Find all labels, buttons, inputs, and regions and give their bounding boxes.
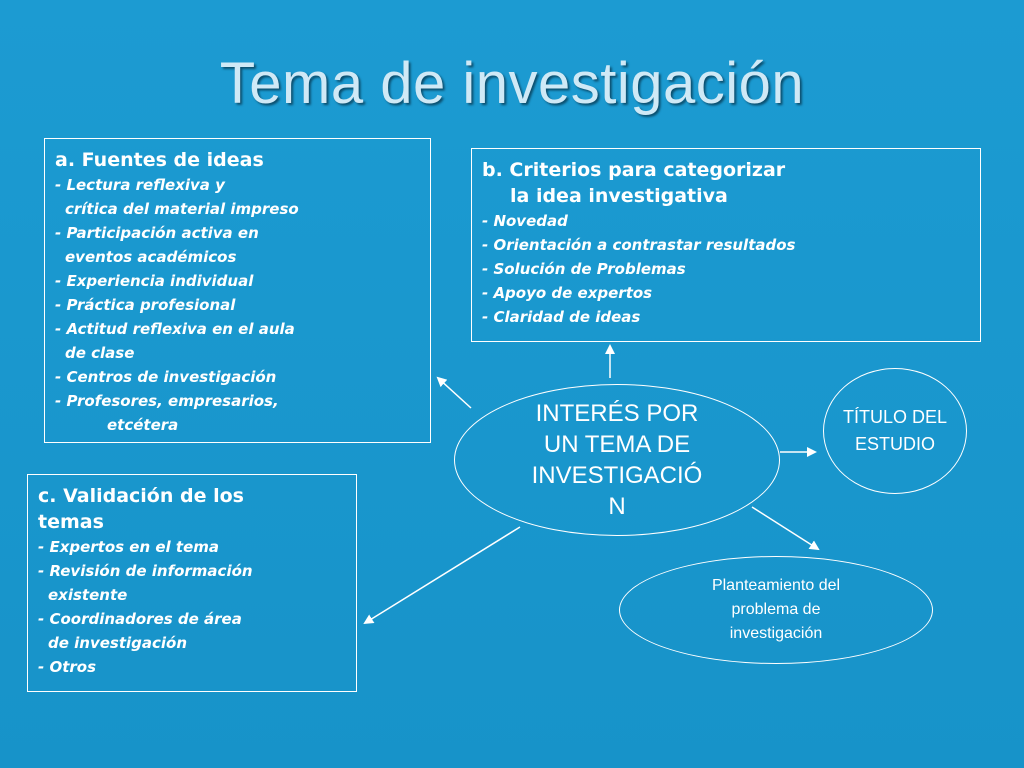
list-item: - Lectura reflexiva y xyxy=(55,176,225,194)
list-item: - Solución de Problemas xyxy=(482,260,686,278)
list-item-continuation: de investigación xyxy=(48,634,188,652)
arrow-to-planteamiento xyxy=(752,507,818,549)
arrow-to-box-c xyxy=(365,527,520,623)
box-heading-line1: c. Validación de los xyxy=(38,485,244,507)
list-item: - Experiencia individual xyxy=(55,272,254,290)
center-line4: N xyxy=(608,493,626,520)
list-item-continuation: crítica del material impreso xyxy=(65,200,299,218)
list-item-continuation: de clase xyxy=(65,344,135,362)
planteamiento-line2: problema de xyxy=(731,601,821,618)
box-heading-line1: b. Criterios para categorizar xyxy=(482,159,786,181)
list-item: - Actitud reflexiva en el aula xyxy=(55,320,295,338)
list-item-continuation: existente xyxy=(48,586,128,604)
center-line1: INTERÉS POR xyxy=(535,400,699,427)
center-line2: UN TEMA DE xyxy=(543,431,691,458)
page-title: Tema de investigación xyxy=(219,51,805,116)
titulo-line1: TÍTULO DEL xyxy=(842,407,948,427)
arrow-to-box-a xyxy=(438,378,471,408)
list-item: - Apoyo de expertos xyxy=(482,284,653,302)
list-item: - Orientación a contrastar resultados xyxy=(482,236,796,254)
list-item: - Revisión de información xyxy=(38,562,253,580)
box-heading: a. Fuentes de ideas xyxy=(55,149,264,171)
center-line3: INVESTIGACIÓ xyxy=(531,462,703,489)
box-heading-line2: temas xyxy=(38,511,104,533)
list-item: - Claridad de ideas xyxy=(482,308,641,326)
list-item: - Otros xyxy=(38,658,97,676)
planteamiento-line1: Planteamiento del xyxy=(711,577,841,594)
list-item: - Participación activa en xyxy=(55,224,259,242)
list-item: - Coordinadores de área xyxy=(38,610,242,628)
list-item: - Centros de investigación xyxy=(55,368,277,386)
list-item-continuation: etcétera xyxy=(107,416,179,434)
list-item: - Práctica profesional xyxy=(55,296,236,314)
planteamiento-line3: investigación xyxy=(729,625,823,642)
list-item: - Expertos en el tema xyxy=(38,538,220,556)
box-heading-line2: la idea investigativa xyxy=(510,185,728,207)
list-item: - Profesores, empresarios, xyxy=(55,392,279,410)
list-item-continuation: eventos académicos xyxy=(65,248,237,266)
titulo-line2: ESTUDIO xyxy=(854,434,935,454)
list-item: - Novedad xyxy=(482,212,568,230)
